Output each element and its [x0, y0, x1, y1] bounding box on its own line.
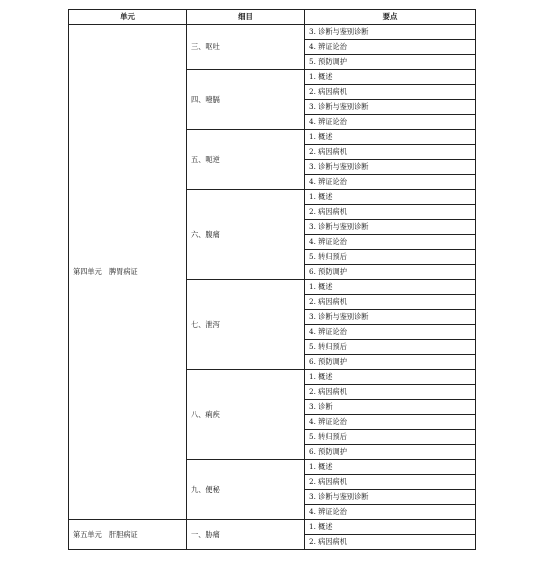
point-cell: 3. 诊断与鉴别诊断	[305, 220, 476, 235]
point-cell: 5. 预防调护	[305, 55, 476, 70]
item-cell: 五、呃逆	[187, 130, 305, 190]
header-item: 细目	[187, 10, 305, 25]
unit-cell: 第五单元 肝胆病证	[69, 520, 187, 550]
point-cell: 2. 病因病机	[305, 535, 476, 550]
point-cell: 1. 概述	[305, 520, 476, 535]
point-cell: 1. 概述	[305, 460, 476, 475]
point-cell: 3. 诊断与鉴别诊断	[305, 490, 476, 505]
point-cell: 2. 病因病机	[305, 145, 476, 160]
point-cell: 3. 诊断与鉴别诊断	[305, 310, 476, 325]
point-cell: 5. 转归预后	[305, 430, 476, 445]
point-cell: 4. 辨证论治	[305, 235, 476, 250]
unit-cell: 第四单元 脾胃病证	[69, 25, 187, 520]
item-cell: 四、噎膈	[187, 70, 305, 130]
point-cell: 3. 诊断与鉴别诊断	[305, 100, 476, 115]
header-points: 要点	[305, 10, 476, 25]
header-unit: 单元	[69, 10, 187, 25]
point-cell: 2. 病因病机	[305, 475, 476, 490]
table-row	[69, 520, 476, 535]
point-cell: 4. 辨证论治	[305, 505, 476, 520]
point-cell: 5. 转归预后	[305, 250, 476, 265]
point-cell: 1. 概述	[305, 190, 476, 205]
point-cell: 6. 预防调护	[305, 265, 476, 280]
point-cell: 2. 病因病机	[305, 385, 476, 400]
point-cell: 4. 辨证论治	[305, 325, 476, 340]
item-cell: 三、呕吐	[187, 25, 305, 70]
point-cell: 2. 病因病机	[305, 205, 476, 220]
point-cell: 2. 病因病机	[305, 295, 476, 310]
item-cell: 六、腹痛	[187, 190, 305, 280]
point-cell: 6. 预防调护	[305, 445, 476, 460]
syllabus-table	[68, 9, 476, 550]
item-cell: 九、便秘	[187, 460, 305, 520]
point-cell: 4. 辨证论治	[305, 115, 476, 130]
point-cell: 4. 辨证论治	[305, 40, 476, 55]
point-cell: 1. 概述	[305, 370, 476, 385]
table-body	[69, 25, 476, 550]
header-row	[69, 10, 476, 25]
point-cell: 1. 概述	[305, 70, 476, 85]
point-cell: 5. 转归预后	[305, 340, 476, 355]
point-cell: 2. 病因病机	[305, 85, 476, 100]
point-cell: 1. 概述	[305, 130, 476, 145]
table-row	[69, 25, 476, 40]
point-cell: 3. 诊断	[305, 400, 476, 415]
point-cell: 4. 辨证论治	[305, 415, 476, 430]
item-cell: 一、胁痛	[187, 520, 305, 550]
point-cell: 4. 辨证论治	[305, 175, 476, 190]
point-cell: 6. 预防调护	[305, 355, 476, 370]
point-cell: 3. 诊断与鉴别诊断	[305, 160, 476, 175]
item-cell: 八、痢疾	[187, 370, 305, 460]
point-cell: 1. 概述	[305, 280, 476, 295]
item-cell: 七、泄泻	[187, 280, 305, 370]
point-cell: 3. 诊断与鉴别诊断	[305, 25, 476, 40]
